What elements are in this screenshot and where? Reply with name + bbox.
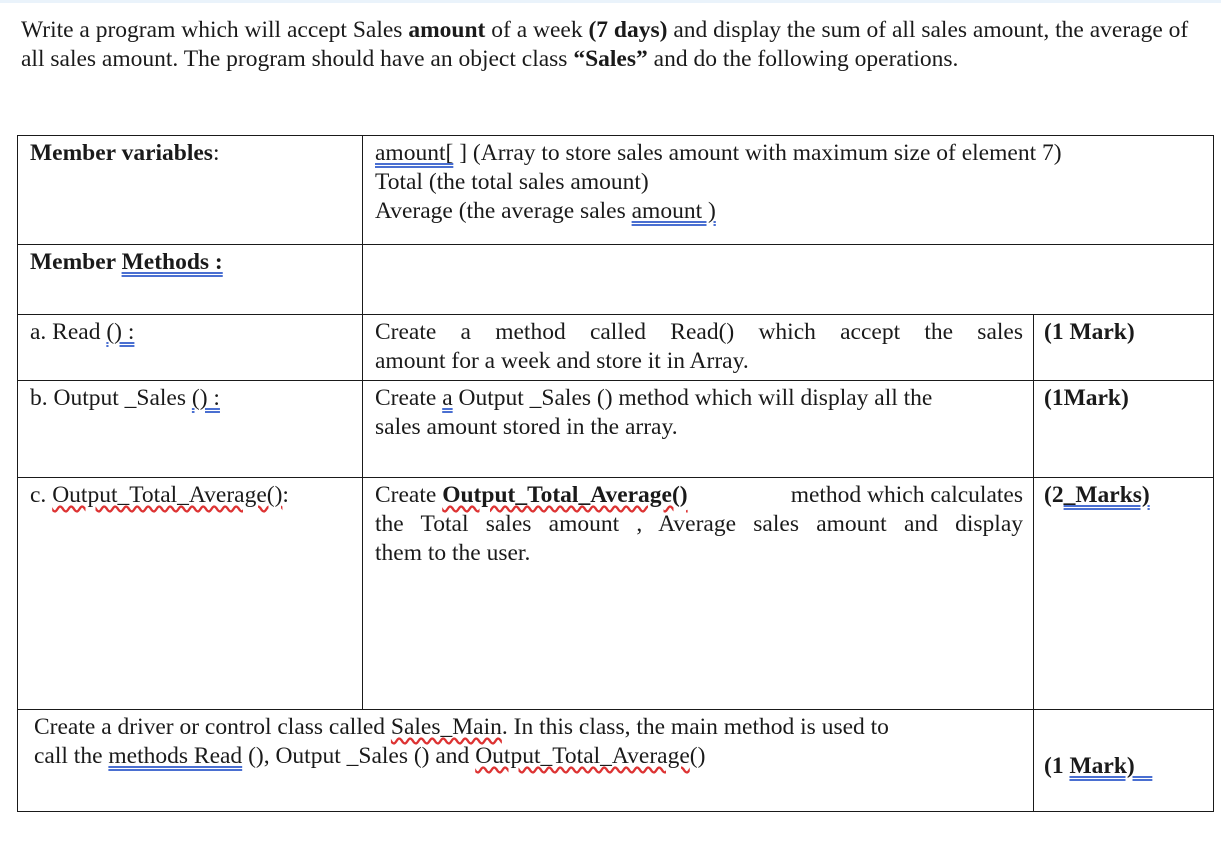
variable-average <box>375 197 1203 226</box>
driver-marks: Mark) <box>1069 753 1153 779</box>
method-output-sales-desc-pre: Create <box>375 385 443 411</box>
driver-output-total-average: Output_Total_Average <box>475 743 690 769</box>
row-driver-class <box>18 710 1214 812</box>
member-variables-label: Member variables <box>30 140 213 166</box>
method-read-desc-line2: amount for a week and store it in Array. <box>375 348 749 374</box>
cell-method-output-sales-name <box>18 381 363 478</box>
cell-member-methods-empty <box>363 245 1214 315</box>
method-output-sales-parens: () : <box>191 385 220 411</box>
method-read-marks: (1 Mark) <box>1044 319 1135 345</box>
method-total-average-name: Output_Total_Average() <box>52 482 283 508</box>
row-method-output-sales <box>18 381 1214 478</box>
method-total-average-desc-line2: the Total sales amount , Average sales amount and display <box>375 511 1023 537</box>
cell-method-total-average-name <box>18 478 363 710</box>
intro-bold-class: “Sales” <box>573 46 648 72</box>
cell-method-output-sales-desc <box>363 381 1034 478</box>
cell-member-variables-label <box>18 136 363 245</box>
method-read-desc-line1: Create a method called Read() which accept the sales <box>375 319 1023 345</box>
cell-method-total-average-marks <box>1034 478 1214 710</box>
variable-average-desc: Average (the average sales <box>375 198 632 224</box>
intro-text-2: of a week <box>485 17 589 43</box>
variable-average-underlined: amount ) <box>631 198 716 224</box>
row-method-output-total-average <box>18 478 1214 710</box>
driver-methods-read: methods Read <box>108 743 243 769</box>
cell-method-output-sales-marks <box>1034 381 1214 478</box>
method-total-average-colon: : <box>282 482 289 508</box>
variable-amount-name: amount[ <box>375 140 454 166</box>
intro-text-4: and do the following operations. <box>647 46 959 72</box>
method-output-sales-desc-line2: sales amount stored in the array. <box>375 414 678 440</box>
variable-total: Total (the total sales amount) <box>375 169 649 195</box>
row-member-methods <box>18 245 1214 315</box>
driver-desc-line1-post: . In this class, the main method is used to <box>501 714 889 740</box>
top-border-line <box>0 0 1221 3</box>
method-total-average-desc-line1 <box>375 481 1023 510</box>
driver-marks-pre: (1 <box>1044 753 1070 779</box>
method-total-average-marks: _Marks) <box>1063 482 1150 508</box>
intro-bold-amount: amount <box>408 17 486 43</box>
member-variables-colon: : <box>212 140 220 166</box>
variable-amount-desc: ] (Array to store sales amount with maximum size of element 7) <box>453 140 1062 166</box>
method-total-average-prefix: c. <box>30 482 53 508</box>
method-read-name: a. Read <box>30 319 107 345</box>
intro-bold-days: (7 days) <box>588 17 668 43</box>
method-total-average-desc-line3: them to the user. <box>375 540 531 566</box>
variable-amount <box>375 139 1203 168</box>
intro-text-1: Write a program which will accept Sales <box>21 17 409 43</box>
cell-method-read-marks <box>1034 315 1214 381</box>
cell-driver-marks <box>1034 710 1214 812</box>
driver-class-name: Sales_Main <box>390 714 502 740</box>
driver-desc-line1-pre: Create a driver or control class called <box>34 714 391 740</box>
intro-paragraph <box>21 16 1211 74</box>
cell-member-methods-label <box>18 245 363 315</box>
method-total-average-desc-post: method which calculates <box>790 482 1023 508</box>
cell-member-variables-list <box>363 136 1214 245</box>
driver-desc-line2-pre: call the <box>34 743 109 769</box>
method-output-sales-desc-post: Output _Sales () method which will display all the <box>452 385 933 411</box>
member-methods-label: Member <box>30 249 122 275</box>
driver-desc-line2-mid: (), Output _Sales () and <box>242 743 476 769</box>
method-output-sales-name: b. Output _Sales <box>30 385 192 411</box>
method-output-sales-desc-a: a <box>442 385 453 411</box>
cell-method-read-desc <box>363 315 1034 381</box>
method-read-parens: () : <box>106 319 135 345</box>
driver-desc-line2-post: () <box>689 743 706 769</box>
method-total-average-desc-bold: Output_Total_Average() <box>442 482 688 508</box>
cell-method-total-average-desc <box>363 478 1034 710</box>
member-methods-label-underlined: Methods : <box>121 249 223 275</box>
cell-method-read-name <box>18 315 363 381</box>
method-output-sales-desc-line1 <box>375 384 1023 413</box>
intro-text-3: and display the sum of all sales amount, the average of all sales amount. The program should have an object class <box>21 17 1189 72</box>
cell-driver-desc <box>18 710 1034 812</box>
row-member-variables <box>18 136 1214 245</box>
specification-table <box>17 135 1214 812</box>
method-total-average-desc-pre: Create <box>375 482 443 508</box>
driver-desc-line2 <box>34 742 1023 771</box>
row-method-read <box>18 315 1214 381</box>
method-total-average-marks-pre: (2 <box>1044 482 1064 508</box>
driver-desc-line1 <box>34 713 1023 742</box>
method-output-sales-marks: (1Mark) <box>1044 385 1129 411</box>
